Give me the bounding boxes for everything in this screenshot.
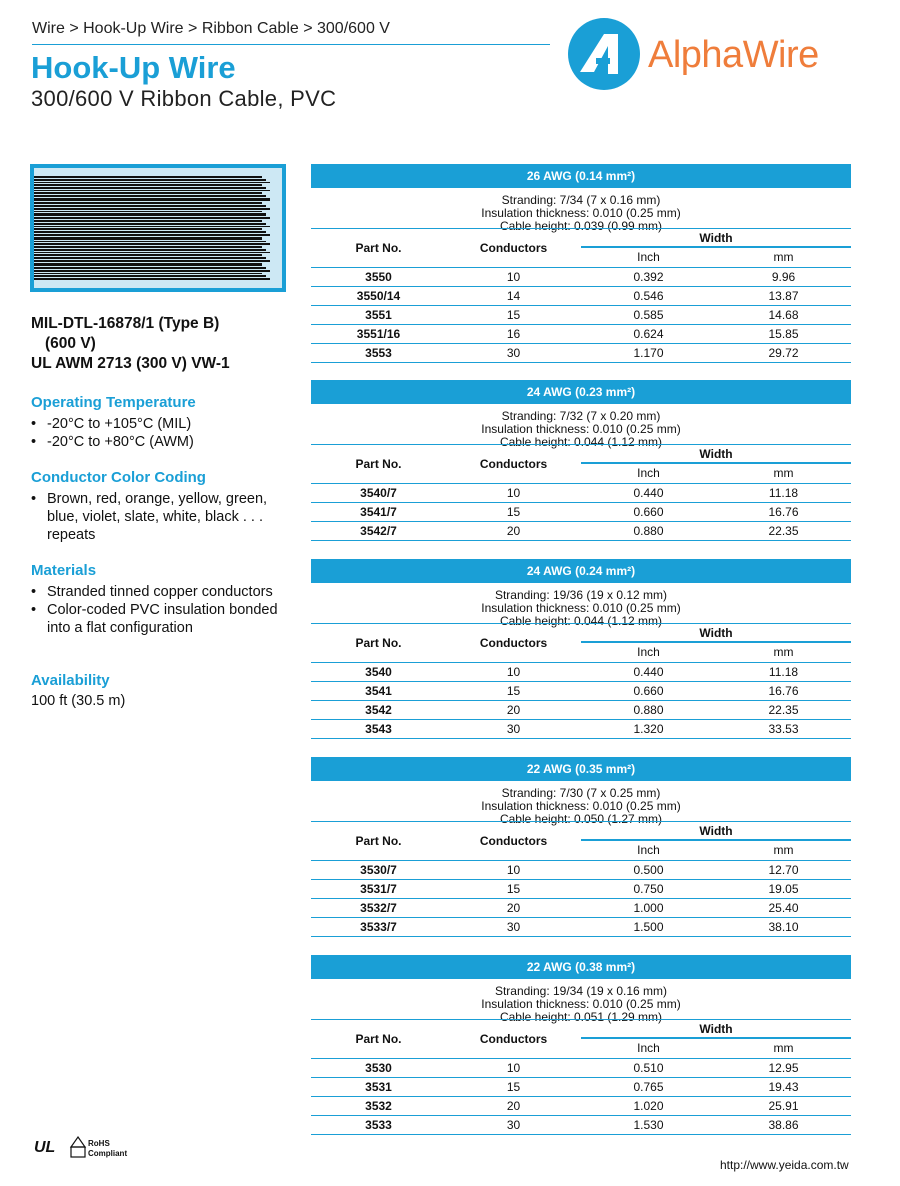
table-row: 3550 10 0.392 9.96 <box>311 268 851 287</box>
table-row: 3540 10 0.440 11.18 <box>311 663 851 682</box>
table-title: 24 AWG (0.23 mm²) <box>311 380 851 404</box>
table-row: 3532/7 20 1.000 25.40 <box>311 899 851 918</box>
table-row: 3532 20 1.020 25.91 <box>311 1097 851 1116</box>
page-subtitle: 300/600 V Ribbon Cable, PVC <box>31 86 337 111</box>
list-item: • -20°C to +80°C (AWM) <box>31 433 301 451</box>
table-description: Stranding: 19/36 (19 x 0.12 mm) Insulation thickness: 0.010 (0.25 mm) Cable height: 0.044 (1.12 mm) <box>481 588 681 628</box>
ul-spec: UL AWM 2713 (300 V) VW-1 <box>31 355 230 372</box>
spec-block <box>31 314 301 374</box>
table-row: 3530/7 10 0.500 12.70 <box>311 861 851 880</box>
spec-table-24awg-023 <box>311 380 851 541</box>
table-row: 3551/16 16 0.624 15.85 <box>311 325 851 344</box>
column-headers: Part No. Conductors Width Inch mm <box>311 821 851 861</box>
rohs-compliant-label: Compliant <box>88 1149 128 1158</box>
spec-table-22awg-035 <box>311 757 851 937</box>
section-heading: Conductor Color Coding <box>31 469 206 486</box>
table-description: Stranding: 7/32 (7 x 0.20 mm) Insulation thickness: 0.010 (0.25 mm) Cable height: 0.044 (1.12 mm) <box>481 409 681 449</box>
spec-table-24awg-024 <box>311 559 851 739</box>
spec-table-26awg-014 <box>311 164 851 363</box>
brand-name: AlphaWire <box>648 34 819 76</box>
ribbon-cable-image <box>30 164 286 292</box>
rohs-icon <box>71 1137 127 1158</box>
section-availability <box>31 672 301 709</box>
list-item: • Color-coded PVC insulation bonded into a flat configuration <box>31 601 293 637</box>
column-headers: Part No. Conductors Width Inch mm <box>311 444 851 484</box>
table-title: 22 AWG (0.35 mm²) <box>311 757 851 781</box>
breadcrumb-divider <box>32 44 550 45</box>
table-row: 3543 30 1.320 33.53 <box>311 720 851 739</box>
column-headers: Part No. Conductors Width Inch mm <box>311 623 851 663</box>
table-description: Stranding: 19/34 (19 x 0.16 mm) Insulation thickness: 0.010 (0.25 mm) Cable height: 0.051 (1.29 mm) <box>481 984 681 1024</box>
spec-table-22awg-038 <box>311 955 851 1135</box>
section-operating-temperature <box>31 394 301 451</box>
table-row: 3533/7 30 1.500 38.10 <box>311 918 851 937</box>
ribbon-cable-icon <box>34 168 282 288</box>
table-row: 3550/14 14 0.546 13.87 <box>311 287 851 306</box>
section-materials <box>31 562 293 637</box>
table-description: Stranding: 7/30 (7 x 0.25 mm) Insulation thickness: 0.010 (0.25 mm) Cable height: 0.050 (1.27 mm) <box>481 786 681 826</box>
ul-mark-icon <box>34 1139 55 1156</box>
availability-value: 100 ft (30.5 m) <box>31 693 126 709</box>
table-row: 3531 15 0.765 19.43 <box>311 1078 851 1097</box>
table-row: 3541 15 0.660 16.76 <box>311 682 851 701</box>
website-url: http://www.yeida.com.tw <box>720 1158 849 1172</box>
table-row: 3542/7 20 0.880 22.35 <box>311 522 851 541</box>
page-title: Hook-Up Wire <box>31 50 236 85</box>
certification-marks <box>32 1134 142 1160</box>
mil-spec: MIL-DTL-16878/1 (Type B) <box>31 315 220 332</box>
list-item: • -20°C to +105°C (MIL) <box>31 415 301 433</box>
breadcrumb: Wire > Hook-Up Wire > Ribbon Cable > 300/600 V <box>32 20 390 37</box>
list-item: • Brown, red, orange, yellow, green, blue, violet, slate, white, black . . . repeats <box>31 490 289 544</box>
rohs-label: RoHS <box>88 1139 110 1148</box>
brand-logo <box>566 16 866 94</box>
section-heading: Operating Temperature <box>31 394 196 411</box>
column-headers: Part No. Conductors Width Inch mm <box>311 228 851 268</box>
section-heading: Availability <box>31 672 110 689</box>
list-item: • Stranded tinned copper conductors <box>31 583 293 601</box>
table-row: 3533 30 1.530 38.86 <box>311 1116 851 1135</box>
table-description: Stranding: 7/34 (7 x 0.16 mm) Insulation thickness: 0.010 (0.25 mm) Cable height: 0.039 (0.99 mm) <box>481 193 681 233</box>
table-title: 22 AWG (0.38 mm²) <box>311 955 851 979</box>
column-headers: Part No. Conductors Width Inch mm <box>311 1019 851 1059</box>
table-row: 3531/7 15 0.750 19.05 <box>311 880 851 899</box>
section-conductor-color-coding <box>31 469 289 544</box>
alphawire-logo-icon <box>566 16 642 92</box>
mil-spec-voltage: (600 V) <box>45 335 96 352</box>
table-row: 3542 20 0.880 22.35 <box>311 701 851 720</box>
table-row: 3551 15 0.585 14.68 <box>311 306 851 325</box>
table-row: 3541/7 15 0.660 16.76 <box>311 503 851 522</box>
table-title: 24 AWG (0.24 mm²) <box>311 559 851 583</box>
table-row: 3553 30 1.170 29.72 <box>311 344 851 363</box>
ul-mark-text: UL <box>34 1139 56 1156</box>
table-row: 3540/7 10 0.440 11.18 <box>311 484 851 503</box>
table-row: 3530 10 0.510 12.95 <box>311 1059 851 1078</box>
table-title: 26 AWG (0.14 mm²) <box>311 164 851 188</box>
section-heading: Materials <box>31 562 97 579</box>
